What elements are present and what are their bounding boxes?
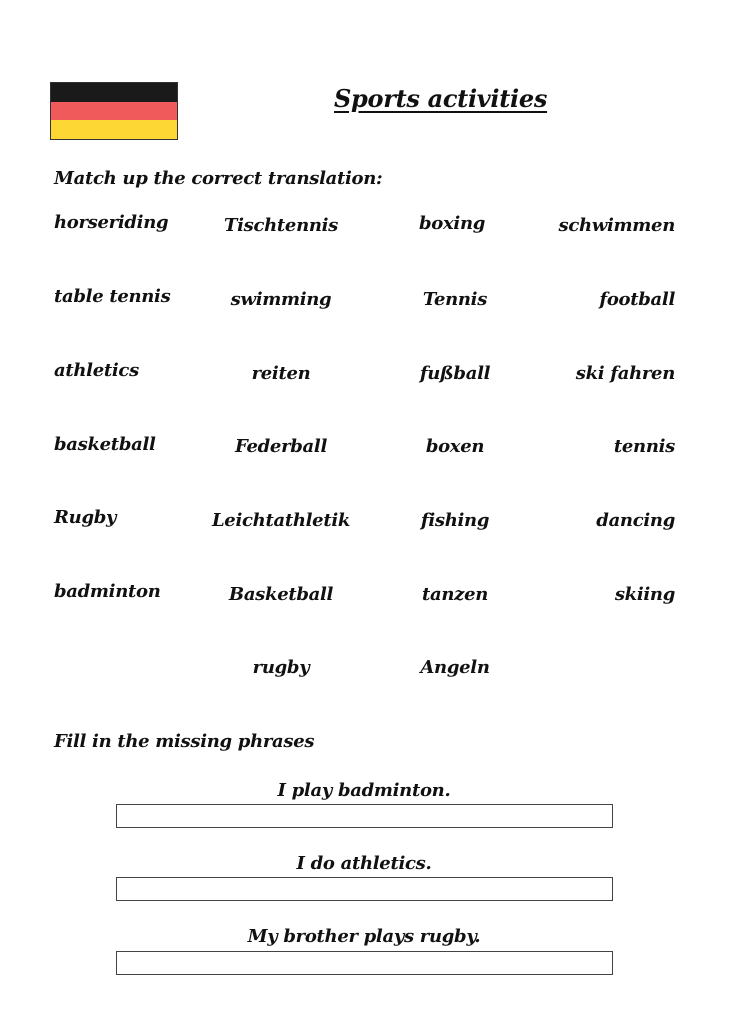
answer-field-2[interactable] [116,877,613,901]
page-title: Sports activities [334,84,548,113]
match-word: tennis [613,436,675,457]
german-flag [50,82,178,140]
flag-stripe-gold [51,120,177,139]
match-word: fußball [419,363,491,384]
match-word: boxen [425,436,485,457]
match-word: reiten [251,363,311,384]
match-word: dancing [596,510,675,531]
match-word: Angeln [420,657,490,678]
match-word: table tennis [54,286,171,307]
fill-instruction: Fill in the missing phrases [54,731,315,752]
match-word: ski fahren [575,363,675,384]
match-word: Tischtennis [223,215,339,236]
match-word: fishing [420,510,490,531]
match-word: rugby [252,657,310,678]
match-word: badminton [54,581,161,602]
match-word: Rugby [54,507,117,528]
flag-stripe-red [51,102,177,121]
match-instruction: Match up the correct translation: [54,168,383,189]
match-word: Tennis [422,289,488,310]
match-word: swimming [230,289,332,310]
phrase-1: I play badminton. [277,780,451,801]
match-word: tanzen [421,584,489,605]
phrase-2: I do athletics. [296,853,432,874]
match-word: boxing [418,213,486,234]
match-word: schwimmen [558,215,675,236]
match-word: horseriding [54,212,169,233]
match-word: skiing [614,584,675,605]
phrase-3: My brother plays rugby. [247,926,481,947]
answer-field-1[interactable] [116,804,613,828]
match-word: Leichtathletik [211,510,351,531]
match-word: basketball [54,434,156,455]
answer-field-3[interactable] [116,951,613,975]
flag-stripe-black [51,83,177,102]
match-word: football [599,289,675,310]
match-word: athletics [54,360,139,381]
match-word: Basketball [228,584,334,605]
match-word: Federball [235,436,327,457]
